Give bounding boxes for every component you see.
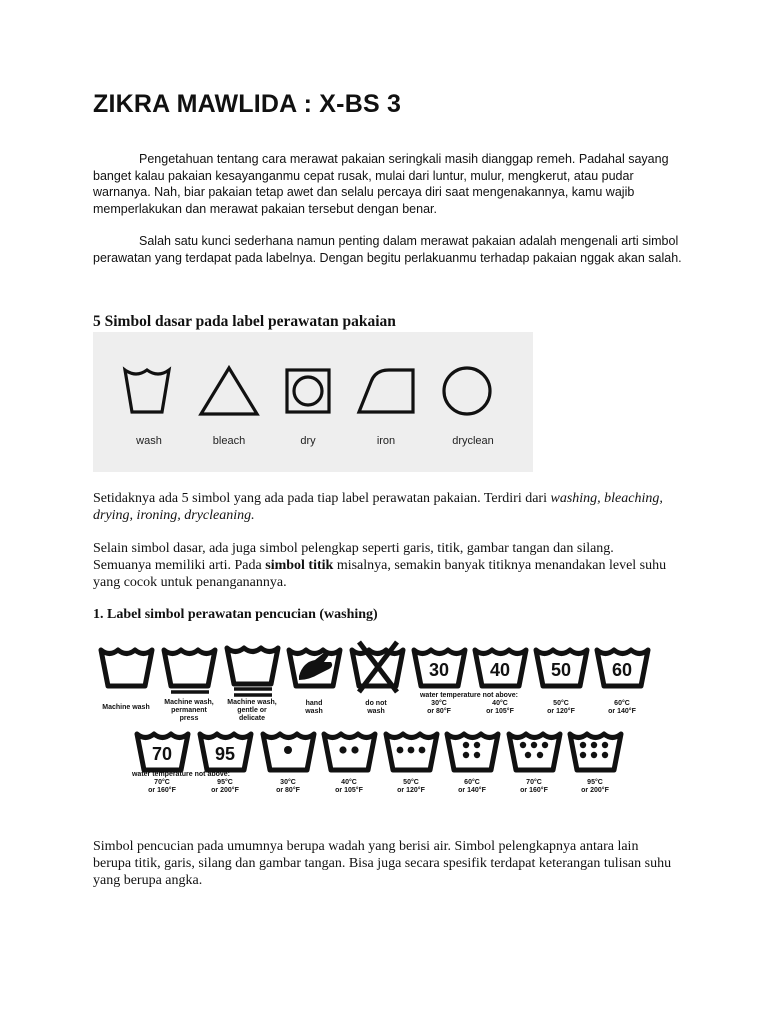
- additional-text-prefix: Selain simbol dasar, ada juga simbol pelengkap seperti garis, titik, gambar tangan dan silang. Semuanya memiliki arti. Pada: [93, 541, 614, 573]
- dot2-label-1: 40°C: [341, 779, 357, 786]
- wash-tub-icon: [125, 370, 169, 412]
- intro-paragraph: [93, 151, 683, 217]
- basic-symbols-figure: [93, 332, 533, 472]
- dot4-label-1: 60°C: [464, 779, 480, 786]
- basic-symbols-heading: 5 Simbol dasar pada label perawatan pakaian: [93, 313, 396, 330]
- wash-two-dots-icon: [324, 734, 375, 770]
- bleach-triangle-icon: [201, 368, 257, 414]
- t30-label-2: or 80°F: [427, 708, 451, 715]
- gentle-wash-icon: [227, 648, 278, 684]
- additional-text-suffix: misalnya, semakin banyak titiknya menandakan level suhu yang cocok untuk penanganannya.: [93, 558, 667, 590]
- dot6-label-2: or 200°F: [581, 787, 609, 794]
- hand-label-2: wash: [305, 708, 323, 715]
- permanent-press-icon: [164, 650, 215, 686]
- number-95: 95: [214, 744, 236, 764]
- number-40: 40: [489, 660, 511, 680]
- second-paragraph: [93, 233, 683, 266]
- number-50: 50: [550, 660, 572, 680]
- additional-text-bold: simbol titik: [265, 558, 334, 573]
- dryclean-circle-icon: [444, 368, 490, 414]
- iron-icon: [359, 370, 413, 412]
- t40-label-2: or 105°F: [486, 708, 514, 715]
- t50-label-1: 50°C: [553, 700, 569, 707]
- iron-label: iron: [376, 435, 396, 447]
- t60-label-1: 60°C: [614, 700, 630, 707]
- washing-heading: 1. Label simbol perawatan pencucian (washing): [93, 607, 378, 622]
- five-symbols-italic: washing, bleaching, drying, ironing, drycleaning.: [93, 491, 663, 523]
- donot-label-2: wash: [367, 708, 385, 715]
- dot1-label-1: 30°C: [280, 779, 296, 786]
- dry-label: dry: [300, 435, 316, 447]
- t95-label-1: 95°C: [217, 779, 233, 786]
- dot2-label-2: or 105°F: [335, 787, 363, 794]
- dot4-label-2: or 140°F: [458, 787, 486, 794]
- intro-paragraph-text: Pengetahuan tentang cara merawat pakaian seringkali masih dianggap remeh. Padahal sayang banget kalau pakaian kesayanganmu cepat rusak, mulai dari luntur, mulur, mengkerut, atau pudar warnanya. Nah, biar pakaian tetap awet dan selalu percaya diri saat mengenakannya, kamu wajib memperlakukan dan merawat pakaian tersebut dengan benar.: [93, 152, 669, 216]
- number-60: 60: [611, 660, 633, 680]
- washing-symbols-figure: [93, 636, 658, 808]
- hand-label-1: hand: [305, 700, 323, 707]
- five-symbols-text: Setidaknya ada 5 simbol yang ada pada tiap label perawatan pakaian. Terdiri dari: [93, 491, 551, 506]
- document-title: ZIKRA MAWLIDA : X-BS 3: [93, 90, 402, 118]
- t70-label-2: or 160°F: [148, 787, 176, 794]
- dryclean-label: dryclean: [452, 435, 494, 447]
- five-symbols-paragraph: [93, 490, 673, 524]
- t70-label-1: 70°C: [154, 779, 170, 786]
- wash-five-dots-icon: [509, 734, 560, 770]
- dot3-label-1: 50°C: [403, 779, 419, 786]
- perm-label-3: press: [179, 715, 199, 722]
- dot3-label-2: or 120°F: [397, 787, 425, 794]
- temp-note-row2: water temperature not above:: [131, 771, 231, 778]
- t30-label-1: 30°C: [431, 700, 447, 707]
- machine-wash-label: Machine wash: [102, 704, 150, 711]
- gentle-label-2: gentle or: [237, 707, 267, 714]
- washing-explanation-paragraph: Simbol pencucian pada umumnya berupa wadah yang berisi air. Simbol pelengkapnya antara lain berupa titik, garis, silang dan gambar tangan. Bisa juga secara spesifik terdapat keterangan tulisan suhu yang berupa angka.: [93, 839, 672, 888]
- additional-symbols-paragraph: [93, 540, 673, 591]
- wash-four-dots-icon: [447, 734, 498, 770]
- perm-label-1: Machine wash,: [164, 699, 214, 706]
- number-70: 70: [151, 744, 173, 764]
- dot5-label-2: or 160°F: [520, 787, 548, 794]
- wash-label: wash: [136, 435, 162, 447]
- dot1-label-2: or 80°F: [276, 787, 300, 794]
- t50-label-2: or 120°F: [547, 708, 575, 715]
- second-paragraph-text: Salah satu kunci sederhana namun penting dalam merawat pakaian adalah mengenali arti simbol perawatan yang terdapat pada labelnya. Dengan begitu perlakuanmu terhadap pakaian nggak akan salah.: [93, 234, 682, 265]
- machine-wash-icon: [101, 650, 152, 686]
- t40-label-1: 40°C: [492, 700, 508, 707]
- number-30: 30: [428, 660, 450, 680]
- gentle-label-1: Machine wash,: [227, 699, 277, 706]
- perm-label-2: permanent: [171, 707, 207, 714]
- dot5-label-1: 70°C: [526, 779, 542, 786]
- t95-label-2: or 200°F: [211, 787, 239, 794]
- dot6-label-1: 95°C: [587, 779, 603, 786]
- wash-six-dots-icon: [570, 734, 621, 770]
- donot-label-1: do not: [365, 700, 387, 707]
- gentle-label-3: delicate: [238, 715, 266, 722]
- temp-note-row1: water temperature not above:: [419, 692, 519, 699]
- t60-label-2: or 140°F: [608, 708, 636, 715]
- bleach-label: bleach: [212, 435, 246, 447]
